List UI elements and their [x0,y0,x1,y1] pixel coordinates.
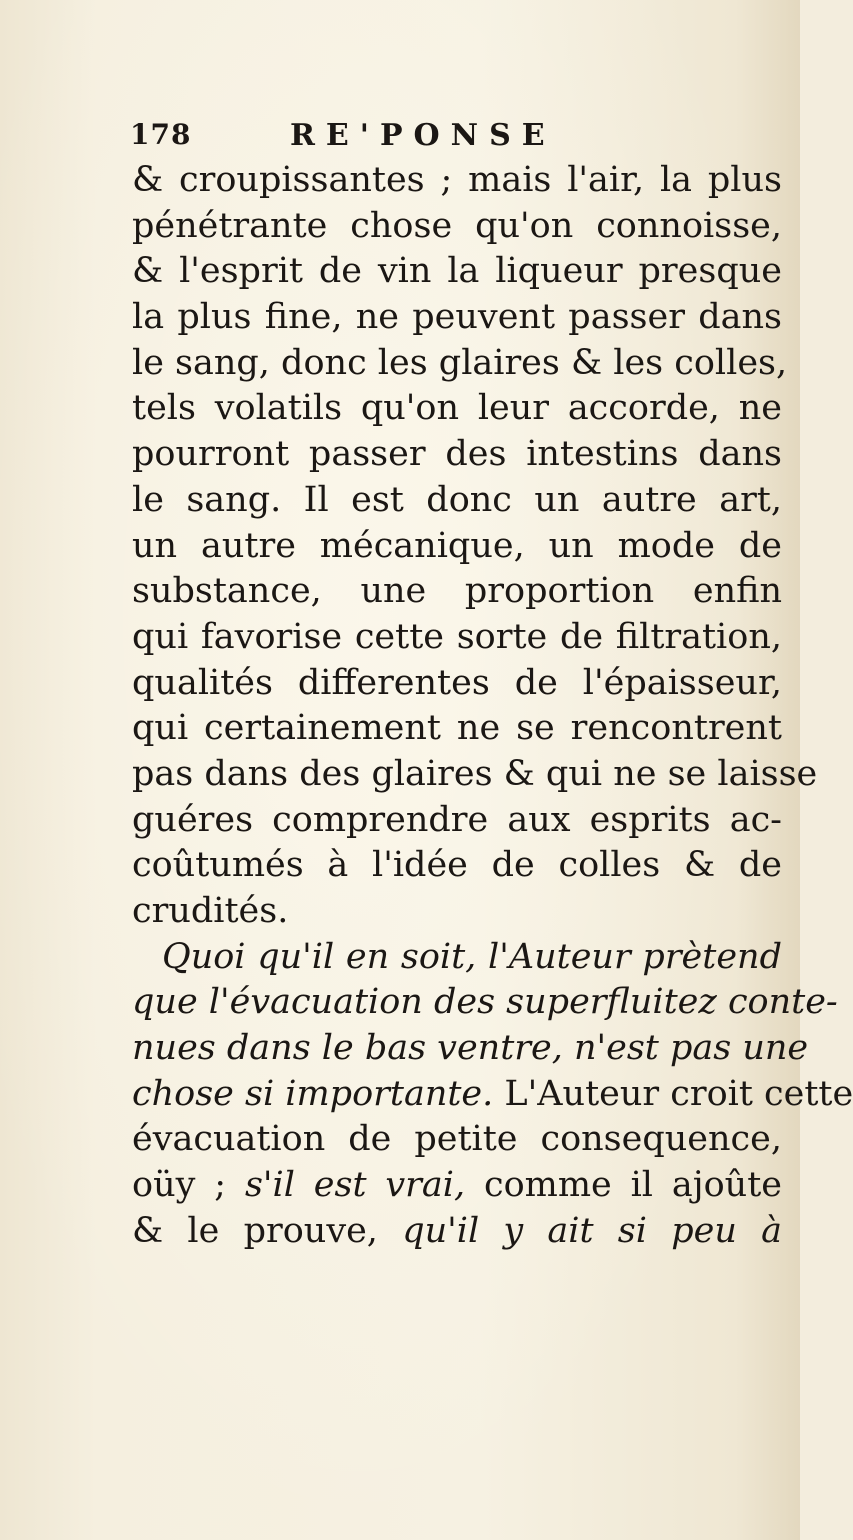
running-title: RE'PONSE [290,118,556,153]
roman-text: évacuation de petite consequence, [132,1119,782,1160]
text-line [132,204,782,250]
italic-text: nues dans le bas ventre, n'est pas une [132,1028,809,1069]
italic-text: Quoi qu'il en soit, l'Auteur prètend [162,936,782,977]
text-line [132,1117,782,1163]
roman-text: comme il ajoûte [465,1165,782,1206]
text-line [132,615,782,661]
text-line [132,158,782,204]
text-line [132,980,838,1026]
italic-text: s'il est vrai, [244,1165,466,1206]
roman-text: pas dans des glaires & qui ne se laisse [132,753,818,794]
text-line [132,386,782,432]
text-line [132,341,788,387]
body-text [132,158,853,1255]
roman-text: substance, une proportion enfin [132,571,782,612]
text-line [132,1026,809,1072]
roman-text: la plus fine, ne peuvent passer dans [132,297,782,338]
roman-text: oüy ; [132,1165,245,1206]
roman-text: tels volatils qu'on leur accorde, ne [132,388,782,429]
italic-text: que l'évacuation des superfluitez conte- [132,982,838,1023]
roman-text: qualités differentes de l'épaisseur, [132,662,782,703]
roman-text: un autre mécanique, un mode de [132,525,782,566]
text-line [132,889,782,935]
text-line [132,1209,782,1255]
roman-text: qui certainement ne se rencontrent [132,708,782,749]
text-line [132,249,782,295]
italic-text: qu'il y ait si peu à [402,1210,782,1251]
running-head [130,118,730,158]
text-line [132,1163,782,1209]
text-line [132,432,782,478]
text-line [132,798,782,844]
text-line [132,295,782,341]
text-line [132,935,782,981]
text-line [132,752,818,798]
text-line [132,524,782,570]
roman-text: le sang, donc les glaires & les colles, [132,342,788,383]
roman-text: L'Auteur croit cette [493,1073,853,1114]
roman-text: le sang. Il est donc un autre art, [132,479,782,520]
roman-text: & l'esprit de vin la liqueur presque [132,251,782,292]
roman-text: & le prouve, [132,1210,403,1251]
text-line [132,843,782,889]
roman-text: pénétrante chose qu'on connoisse, [132,205,782,246]
page-number: 178 [130,118,192,151]
text-line [132,1072,853,1118]
text-line [132,661,782,707]
italic-text: chose si importante. [132,1073,494,1114]
roman-text: crudités. [132,891,289,931]
text-line [132,569,782,615]
text-line [132,478,782,524]
roman-text: guéres comprendre aux esprits ac- [132,799,782,840]
roman-text: pourront passer des intestins dans [132,434,782,475]
roman-text: coûtumés à l'idée de colles & de [132,845,782,886]
roman-text: & croupissantes ; mais l'air, la plus [132,160,782,200]
roman-text: qui favorise cette sorte de filtration, [132,616,782,657]
text-line [132,706,782,752]
